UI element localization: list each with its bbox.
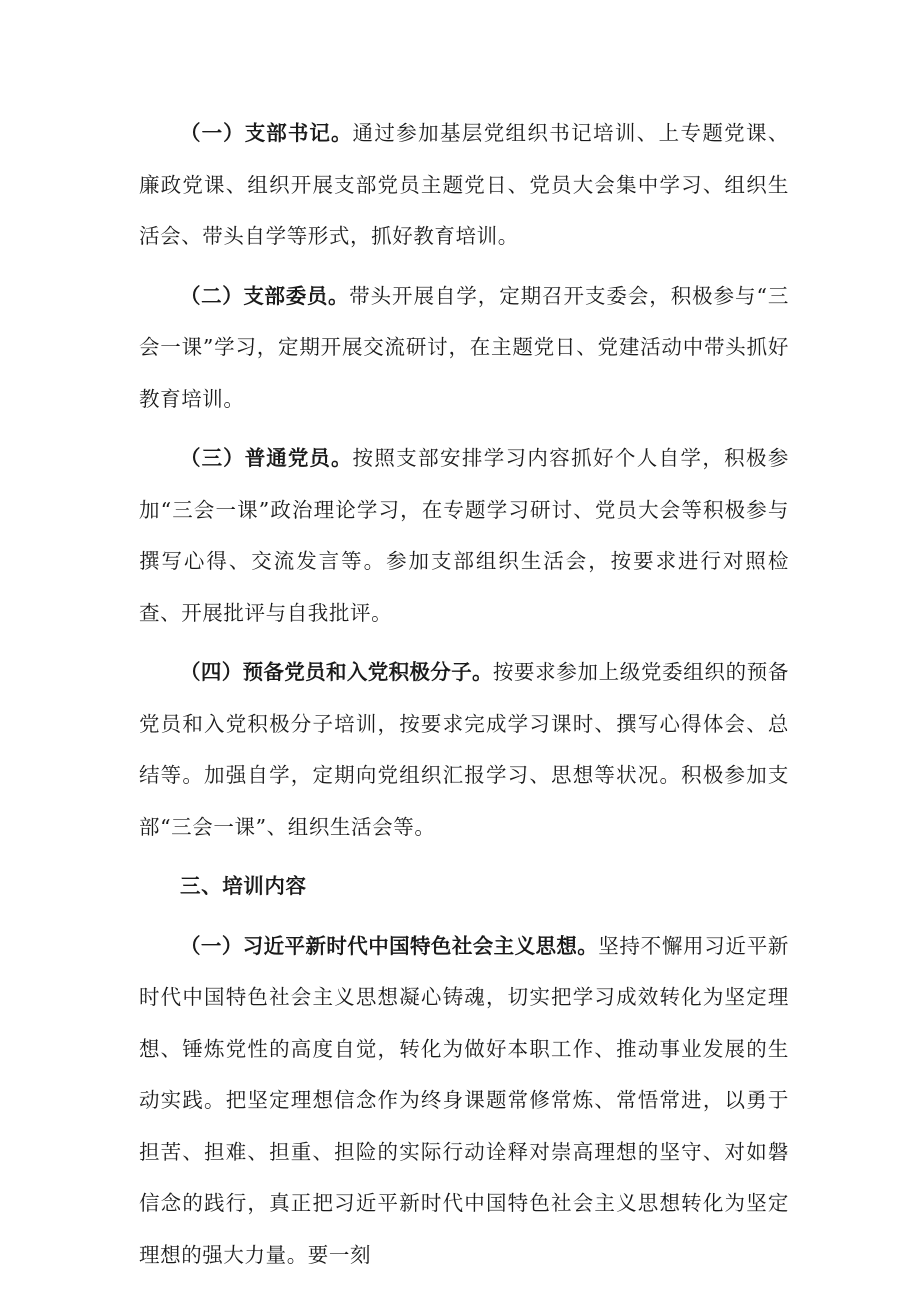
paragraph-xi-thought	[139, 921, 789, 1282]
paragraph-lead: （三）普通党员。	[180, 446, 353, 470]
paragraph-text: 坚持不懈用习近平新时代中国特色社会主义思想凝心铸魂，切实把学习成效转化为坚定理想、锤炼党性的高度自觉，转化为做好本职工作、推动事业发展的生动实践。把坚定理想信念作为终身课题常修常炼、常悟常进，以勇于担苦、担难、担重、担险的实际行动诠释对崇高理想的坚守、对如磐信念的践行，真正把习近平新时代中国特色社会主义思想转化为坚定理想的强大力量。要一刻	[139, 933, 790, 1267]
paragraph-probationary-members	[139, 647, 789, 853]
paragraph-lead: （四）预备党员和入党积极分子。	[180, 660, 493, 684]
paragraph-lead: （一）习近平新时代中国特色社会主义思想。	[180, 933, 599, 958]
paragraph-lead: （一）支部书记。	[180, 121, 353, 145]
paragraph-branch-secretary	[139, 108, 789, 263]
paragraph-text: 按要求参加上级党委组织的预备党员和入党积极分子培训，按要求完成学习课时、撰写心得体会、总结等。加强自学，定期向党组织汇报学习、思想等状况。积极参加支部“三会一课”、组织生活会等。	[139, 660, 789, 839]
paragraph-lead: （二）支部委员。	[180, 283, 350, 308]
paragraph-text: 带头开展自学，定期召开支委会，积极参与“三会一课”学习，定期开展交流研讨，在主题党日、党建活动中带头抓好教育培训。	[139, 283, 789, 411]
paragraph-ordinary-members	[139, 433, 789, 639]
section-heading: 三、培训内容	[180, 874, 307, 898]
paragraph-text: 按照支部安排学习内容抓好个人自学，积极参加“三会一课”政治理论学习，在专题学习研讨、党员大会等积极参与撰写心得、交流发言等。参加支部组织生活会，按要求进行对照检查、开展批评与自我批评。	[139, 446, 790, 625]
document-page	[139, 108, 789, 1289]
paragraph-text: 通过参加基层党组织书记培训、上专题党课、廉政党课、组织开展支部党员主题党日、党员大会集中学习、组织生活会、带头自学等形式，抓好教育培训。	[139, 121, 790, 248]
paragraph-branch-committee	[139, 271, 789, 426]
